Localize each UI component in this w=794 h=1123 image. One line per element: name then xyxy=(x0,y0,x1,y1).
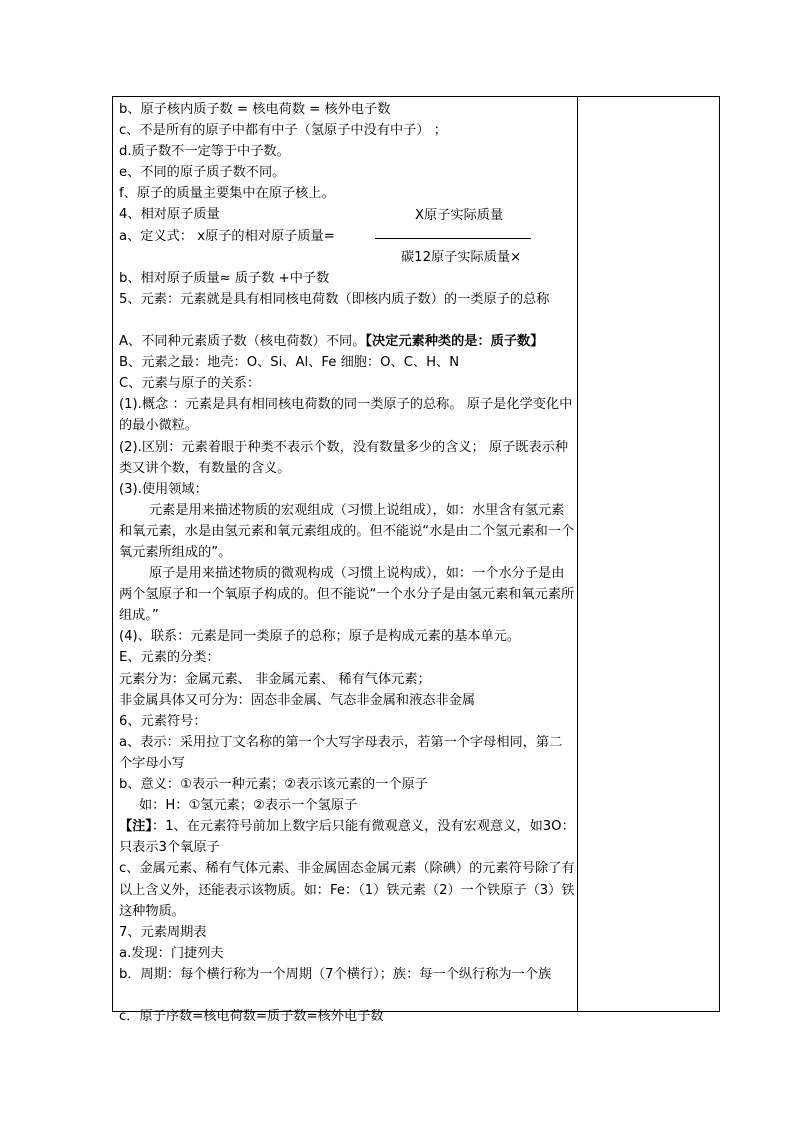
left-column xyxy=(119,99,575,1027)
text-line: (1).概念 ：元素是具有相同核电荷数的同一类原子的总称。 原子是化学变化中的最小微粒。 xyxy=(119,397,573,434)
text-line: a.发现：门捷列夫 xyxy=(119,945,224,961)
text-line xyxy=(119,816,575,858)
text-line: e、不同的原子质子数不同。 xyxy=(119,165,286,181)
formula-label: a、定义式： x原子的相对原子质量= xyxy=(119,228,335,244)
text-line: 如：H：①氢元素；②表示一个氢原子 xyxy=(139,798,358,814)
text-line xyxy=(119,331,575,352)
text-fragment: ：1、在元素符号前加上数字后只能有微观意义，没有宏观意义，如3O：只表示3个氧原子 xyxy=(119,819,575,856)
text-line: 5、元素：元素就是具有相同核电荷数（即核内质子数）的一类原子的总称 xyxy=(119,291,550,307)
content-table xyxy=(112,96,720,1025)
note-marker: 【注】 xyxy=(119,819,152,835)
fraction-line xyxy=(375,238,531,239)
paragraph: 元素是用来描述物质的宏观组成（习惯上说组成），如：水里含有氢元素和氧元素，水是由氢元素和氧元素组成的。但不能说“水是由二个氢元素和一个氧元素所组成的”。 xyxy=(119,502,575,560)
text-line: B、元素之最：地壳：O、Si、Al、Fe 细胞：O、C、H、N xyxy=(119,355,460,371)
column-divider xyxy=(577,97,578,1011)
text-line: b．周期：每个横行称为一个周期（7个横行）；族：每一个纵行称为一个族 xyxy=(119,966,552,982)
text-line: C、元素与原子的关系： xyxy=(119,376,261,392)
bold-note: 【决定元素种类的是：质子数】 xyxy=(365,334,544,350)
text-line: b、意义：①表示一种元素；②表示该元素的一个原子 xyxy=(119,777,428,793)
text-line: c．原子序数=核电荷数=质子数=核外电子数 xyxy=(119,1009,384,1025)
paragraph: c、金属元素、稀有气体元素、非金属固态金属元素（除碘）的元素符号除了有以上含义外，还能表示该物质。如：Fe：（1）铁元素（2）一个铁原子（3）铁这种物质。 xyxy=(119,861,575,919)
text-fragment: A、不同种元素质子数（核电荷数）不同。 xyxy=(119,334,366,350)
text-line: E、元素的分类： xyxy=(119,650,220,666)
text-line: f、原子的质量主要集中在原子核上。 xyxy=(119,186,335,202)
paragraph: 原子是用来描述物质的微观构成（习惯上说构成），如：一个水分子是由两个氢原子和一个氧原子构成的。但不能说“一个水分子是由氢元素和氧元素所组成。” xyxy=(119,566,575,624)
text-line: (3).使用领域： xyxy=(119,481,208,497)
section-heading: 4、相对原子质量 xyxy=(119,207,220,223)
section-heading: 6、元素符号： xyxy=(119,713,207,729)
section-heading: 7、元素周期表 xyxy=(119,924,207,940)
text-line: (4)、联系：元素是同一类原子的总称；原子是构成元素的基本单元。 xyxy=(119,629,521,645)
text-line: d.质子数不一定等于中子数。 xyxy=(119,144,290,160)
text-line: b、原子核内质子数 = 核电荷数 = 核外电子数 xyxy=(119,102,391,117)
text-line: 元素分为：金属元素、 非金属元素、 稀有气体元素； xyxy=(119,671,431,687)
text-line: 非金属具体又可分为：固态非金属、气态非金属和液态非金属 xyxy=(119,692,476,708)
formula-numerator: X原子实际质量 xyxy=(415,207,504,223)
text-line: (2).区别：元素着眼于种类不表示个数，没有数量多少的含义； 原子既表示种类又讲个数，有数量的含义。 xyxy=(119,439,569,476)
formula-denominator: 碳12原子实际质量× xyxy=(401,249,522,265)
text-line: a、表示：采用拉丁文名称的第一个大写字母表示，若第一个字母相同，第二个字母小写 xyxy=(119,734,563,771)
text-line: b、相对原子质量≈ 质子数 +中子数 xyxy=(119,270,330,286)
text-line: c、不是所有的原子中都有中子（氢原子中没有中子） ； xyxy=(119,123,447,139)
